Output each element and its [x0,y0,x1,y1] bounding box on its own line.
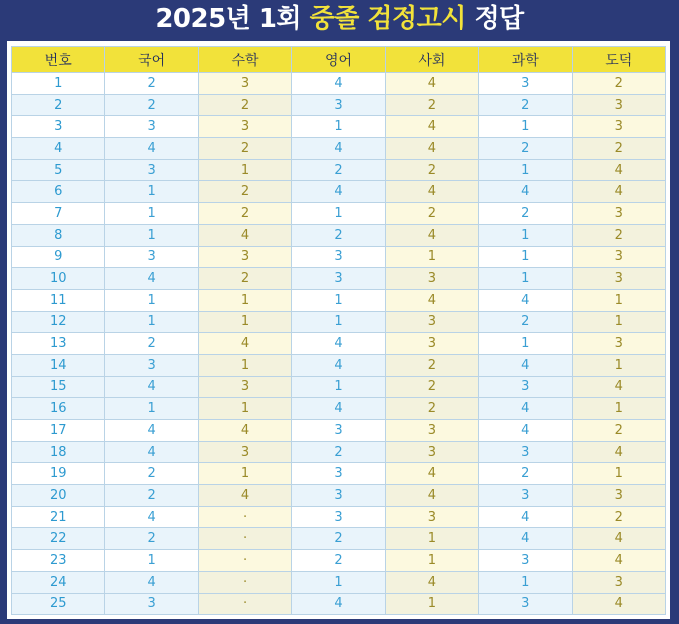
answer-cell-korean: 2 [105,528,198,550]
answer-cell-social: 2 [385,398,478,420]
question-number-cell: 11 [12,289,105,311]
answer-cell-ethics: 2 [572,506,665,528]
answer-cell-ethics: 2 [572,224,665,246]
table-row [12,420,666,442]
table-body [12,73,666,615]
answer-cell-social: 3 [385,268,478,290]
table-row [12,333,666,355]
answer-cell-ethics: 4 [572,181,665,203]
answer-cell-ethics: 3 [572,246,665,268]
question-number-cell: 23 [12,550,105,572]
answer-cell-science: 2 [479,203,572,225]
answer-cell-math: 1 [198,463,291,485]
answer-cell-social: 4 [385,224,478,246]
answer-cell-ethics: 3 [572,485,665,507]
question-number-cell: 15 [12,376,105,398]
answer-cell-korean: 3 [105,246,198,268]
answer-cell-korean: 4 [105,138,198,160]
table-row [12,376,666,398]
answer-cell-social: 3 [385,441,478,463]
table-row [12,159,666,181]
question-number-cell: 20 [12,485,105,507]
answer-cell-math: 1 [198,354,291,376]
title-part2: 정답 [474,4,524,34]
column-header-korean: 국어 [105,47,198,73]
table-row [12,354,666,376]
answer-cell-math: 4 [198,333,291,355]
answer-cell-ethics: 4 [572,159,665,181]
answer-cell-ethics: 2 [572,138,665,160]
answer-cell-math: 2 [198,268,291,290]
answer-cell-math: 4 [198,485,291,507]
answer-cell-english: 2 [292,550,385,572]
answer-cell-ethics: 1 [572,289,665,311]
answer-cell-social: 1 [385,528,478,550]
answer-cell-ethics: 3 [572,268,665,290]
answer-cell-english: 4 [292,398,385,420]
answer-cell-math: 4 [198,420,291,442]
answer-cell-korean: 1 [105,398,198,420]
answer-cell-social: 4 [385,116,478,138]
answer-cell-social: 2 [385,203,478,225]
answer-cell-english: 4 [292,593,385,615]
answer-cell-math: · [198,550,291,572]
answer-cell-social: 3 [385,333,478,355]
question-number-cell: 12 [12,311,105,333]
answer-cell-english: 1 [292,289,385,311]
answer-cell-social: 2 [385,354,478,376]
answer-cell-math: 3 [198,246,291,268]
answer-cell-science: 3 [479,593,572,615]
answer-cell-ethics: 4 [572,441,665,463]
answer-cell-science: 4 [479,354,572,376]
answer-cell-korean: 2 [105,94,198,116]
answer-cell-science: 1 [479,571,572,593]
answer-cell-ethics: 1 [572,398,665,420]
question-number-cell: 7 [12,203,105,225]
question-number-cell: 5 [12,159,105,181]
answer-cell-science: 1 [479,333,572,355]
question-number-cell: 24 [12,571,105,593]
answer-cell-social: 1 [385,593,478,615]
answer-cell-english: 3 [292,246,385,268]
column-header-number: 번호 [12,47,105,73]
table-row [12,550,666,572]
answer-cell-english: 3 [292,463,385,485]
answer-cell-social: 4 [385,73,478,95]
answer-cell-english: 1 [292,203,385,225]
answer-cell-ethics: 3 [572,116,665,138]
table-row [12,311,666,333]
answer-cell-korean: 4 [105,420,198,442]
question-number-cell: 14 [12,354,105,376]
table-row [12,463,666,485]
answer-cell-math: 3 [198,441,291,463]
answer-cell-social: 3 [385,420,478,442]
answer-cell-science: 4 [479,289,572,311]
answer-cell-english: 3 [292,506,385,528]
question-number-cell: 9 [12,246,105,268]
answer-cell-english: 2 [292,528,385,550]
answer-cell-science: 2 [479,311,572,333]
answer-cell-english: 4 [292,138,385,160]
answer-cell-math: 2 [198,203,291,225]
answer-cell-social: 4 [385,571,478,593]
table-row [12,268,666,290]
answer-cell-english: 1 [292,376,385,398]
answer-cell-math: 1 [198,398,291,420]
answer-cell-ethics: 4 [572,528,665,550]
table-row [12,224,666,246]
answer-cell-korean: 3 [105,354,198,376]
answer-cell-math: · [198,593,291,615]
answer-cell-korean: 1 [105,311,198,333]
answer-cell-english: 3 [292,94,385,116]
table-row [12,528,666,550]
table-row [12,181,666,203]
table-row [12,571,666,593]
answer-cell-science: 1 [479,268,572,290]
answer-cell-science: 3 [479,376,572,398]
answer-table [11,46,666,615]
column-header-math: 수학 [198,47,291,73]
table-row [12,441,666,463]
answer-cell-ethics: 3 [572,94,665,116]
answer-cell-science: 3 [479,485,572,507]
answer-cell-science: 1 [479,246,572,268]
answer-cell-ethics: 2 [572,73,665,95]
answer-cell-math: 4 [198,224,291,246]
answer-cell-math: 1 [198,159,291,181]
table-row [12,203,666,225]
answer-cell-korean: 4 [105,268,198,290]
answer-cell-science: 3 [479,73,572,95]
answer-cell-science: 1 [479,116,572,138]
table-row [12,116,666,138]
answer-cell-social: 4 [385,485,478,507]
answer-cell-social: 2 [385,159,478,181]
answer-cell-social: 1 [385,246,478,268]
answer-cell-korean: 1 [105,550,198,572]
answer-cell-english: 3 [292,485,385,507]
answer-cell-english: 3 [292,420,385,442]
answer-cell-science: 3 [479,441,572,463]
table-row [12,593,666,615]
answer-cell-science: 4 [479,181,572,203]
answer-cell-ethics: 4 [572,593,665,615]
answer-cell-science: 1 [479,159,572,181]
answer-cell-math: 3 [198,73,291,95]
answer-cell-math: 2 [198,138,291,160]
question-number-cell: 21 [12,506,105,528]
answer-cell-ethics: 1 [572,311,665,333]
table-row [12,138,666,160]
answer-cell-ethics: 4 [572,376,665,398]
answer-cell-math: · [198,528,291,550]
answer-cell-ethics: 3 [572,203,665,225]
answer-cell-social: 4 [385,289,478,311]
column-header-science: 과학 [479,47,572,73]
answer-cell-science: 2 [479,463,572,485]
answer-cell-korean: 4 [105,376,198,398]
table-row [12,398,666,420]
answer-table-panel [7,41,670,619]
answer-cell-english: 4 [292,333,385,355]
answer-cell-social: 4 [385,181,478,203]
answer-cell-math: 1 [198,311,291,333]
answer-cell-korean: 1 [105,289,198,311]
answer-cell-science: 2 [479,94,572,116]
title-accent: 중졸 검정고시 [309,4,466,34]
question-number-cell: 6 [12,181,105,203]
answer-cell-ethics: 1 [572,463,665,485]
answer-cell-korean: 2 [105,333,198,355]
table-row [12,246,666,268]
answer-cell-social: 3 [385,506,478,528]
answer-cell-english: 3 [292,268,385,290]
answer-cell-math: 1 [198,289,291,311]
answer-cell-science: 2 [479,138,572,160]
table-header-row [12,47,666,73]
column-header-ethics: 도덕 [572,47,665,73]
answer-cell-math: · [198,506,291,528]
column-header-social: 사회 [385,47,478,73]
answer-cell-english: 1 [292,311,385,333]
question-number-cell: 18 [12,441,105,463]
question-number-cell: 1 [12,73,105,95]
answer-cell-ethics: 1 [572,354,665,376]
question-number-cell: 17 [12,420,105,442]
question-number-cell: 3 [12,116,105,138]
table-row [12,506,666,528]
question-number-cell: 25 [12,593,105,615]
title-part1: 2025년 1회 [155,4,302,34]
answer-cell-korean: 4 [105,571,198,593]
answer-cell-korean: 2 [105,73,198,95]
question-number-cell: 16 [12,398,105,420]
answer-cell-math: 2 [198,181,291,203]
answer-cell-math: 2 [198,94,291,116]
answer-cell-social: 3 [385,311,478,333]
answer-cell-social: 4 [385,138,478,160]
answer-cell-science: 1 [479,224,572,246]
answer-cell-korean: 3 [105,593,198,615]
answer-cell-science: 4 [479,398,572,420]
answer-cell-english: 4 [292,73,385,95]
answer-cell-korean: 3 [105,159,198,181]
column-header-english: 영어 [292,47,385,73]
answer-cell-social: 4 [385,463,478,485]
question-number-cell: 2 [12,94,105,116]
answer-cell-korean: 4 [105,506,198,528]
answer-cell-korean: 4 [105,441,198,463]
answer-cell-english: 4 [292,181,385,203]
answer-cell-science: 4 [479,420,572,442]
answer-cell-korean: 1 [105,181,198,203]
answer-cell-english: 2 [292,224,385,246]
answer-cell-korean: 1 [105,203,198,225]
answer-cell-english: 4 [292,354,385,376]
question-number-cell: 13 [12,333,105,355]
answer-cell-ethics: 3 [572,571,665,593]
table-row [12,289,666,311]
question-number-cell: 4 [12,138,105,160]
answer-cell-social: 2 [385,376,478,398]
answer-cell-ethics: 3 [572,333,665,355]
answer-cell-english: 2 [292,441,385,463]
question-number-cell: 22 [12,528,105,550]
table-row [12,485,666,507]
question-number-cell: 8 [12,224,105,246]
table-row [12,94,666,116]
answer-cell-korean: 3 [105,116,198,138]
answer-cell-math: 3 [198,376,291,398]
answer-cell-science: 4 [479,528,572,550]
answer-cell-science: 4 [479,506,572,528]
answer-cell-ethics: 4 [572,550,665,572]
question-number-cell: 19 [12,463,105,485]
answer-cell-english: 1 [292,116,385,138]
answer-cell-english: 2 [292,159,385,181]
answer-cell-social: 2 [385,94,478,116]
answer-cell-science: 3 [479,550,572,572]
question-number-cell: 10 [12,268,105,290]
answer-cell-math: 3 [198,116,291,138]
answer-cell-english: 1 [292,571,385,593]
answer-cell-social: 1 [385,550,478,572]
answer-cell-ethics: 2 [572,420,665,442]
answer-cell-korean: 2 [105,485,198,507]
answer-cell-math: · [198,571,291,593]
page-title [0,0,679,38]
answer-cell-korean: 2 [105,463,198,485]
answer-cell-korean: 1 [105,224,198,246]
table-row [12,73,666,95]
